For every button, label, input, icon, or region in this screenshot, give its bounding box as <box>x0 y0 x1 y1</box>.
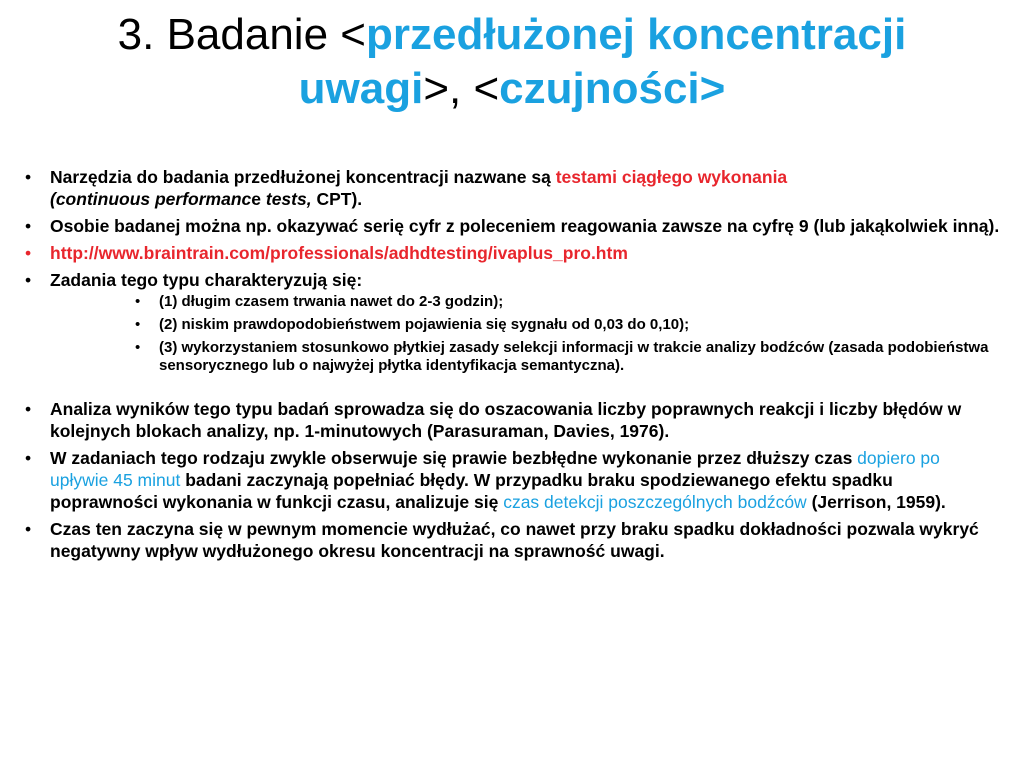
bullet-dot-icon: • <box>25 270 32 290</box>
sub-bullet-selection <box>135 339 1002 375</box>
bullet-dot-icon: • <box>25 399 32 419</box>
bullet-dot-icon: • <box>25 243 32 263</box>
bullet-text: W zadaniach tego rodzaju zwykle obserwuje się prawie bezbłędne wykonanie przez dłuższy czas <box>50 448 858 468</box>
bullet-analysis <box>22 398 1002 442</box>
braintrain-link[interactable]: http://www.braintrain.com/professionals/adhdtesting/ivaplus_pro.htm <box>50 243 628 263</box>
title-prefix: 3. Badanie < <box>117 10 366 59</box>
highlight-detection-time: czas detekcji poszczególnych bodźców <box>503 492 807 512</box>
bullet-text: Zadania tego typu charakteryzują się: <box>50 270 363 290</box>
bullet-text: Analiza wyników tego typu badań sprowadza się do oszacowania liczby poprawnych reakcji i liczby błędów w kolejnych blokach analizy, np. 1-minutowych (Parasuraman, Davies, 1976). <box>50 399 962 441</box>
title-highlight-sustained-attention: przedłużonej koncentracji uwagi <box>298 10 907 113</box>
bullet-list <box>22 166 1002 567</box>
sub-bullet-text: (1) długim czasem trwania nawet do 2-3 godzin); <box>159 293 504 310</box>
highlight-45-minutes: dopiero po upływie 45 minut <box>50 448 940 490</box>
sub-bullet-duration <box>135 293 1002 311</box>
bullet-link <box>22 242 1002 264</box>
term-continuous-performance: (continuous performanc <box>50 189 252 209</box>
slide-title <box>40 8 984 116</box>
title-highlight-vigilance: czujności <box>499 64 700 113</box>
bullet-citation: (Jerrison, 1959). <box>806 492 946 512</box>
bullet-dot-icon: • <box>25 448 32 468</box>
bullet-text: Czas ten zaczyna się w pewnym momencie wydłużać, co nawet przy braku spadku dokładności pozwala wykryć negatywny wpływ wydłużonego okresu koncentracji na sprawność uwagi. <box>50 519 979 561</box>
sub-bullet-text: (2) niskim prawdopodobieństwem pojawienia się sygnału od 0,03 do 0,10); <box>159 316 690 333</box>
bullet-dot-icon: • <box>25 216 32 236</box>
term-cpt: CPT). <box>311 189 363 209</box>
bullet-task-characteristics <box>22 269 1002 375</box>
bullet-performance-decline <box>22 447 1002 513</box>
sub-bullet-dot-icon: • <box>135 339 141 356</box>
highlight-continuous-testing: testami ciągłego wykonania <box>555 167 788 187</box>
bullet-cpt-tools <box>22 166 1002 210</box>
sub-bullet-probability <box>135 316 1002 334</box>
bullet-text: Narzędzia do badania przedłużonej koncentracji nazwane są <box>50 167 556 187</box>
bullet-dot-icon: • <box>25 167 32 187</box>
sub-bullet-dot-icon: • <box>135 316 141 333</box>
bullet-text: Osobie badanej można np. okazywać serię cyfr z poleceniem reagowania zawsze na cyfrę 9 (lub jakąkolwiek inną). <box>50 216 1000 236</box>
bullet-reaction-time <box>22 518 1002 562</box>
bullet-text-continued: badani zaczynają popełniać błędy. W przypadku braku spodziewanego efektu spadku poprawności wykonania w funkcji czasu, analizuje się <box>50 470 893 512</box>
term-tests: tests, <box>261 189 312 209</box>
sub-bullet-dot-icon: • <box>135 293 141 310</box>
bullet-dot-icon: • <box>25 519 32 539</box>
term-letter: e <box>251 189 261 209</box>
spacer <box>22 380 1002 398</box>
title-suffix: > <box>699 64 726 113</box>
title-separator: >, < <box>423 64 500 113</box>
sub-bullet-text: (3) wykorzystaniem stosunkowo płytkiej zasady selekcji informacji w trakcie analizy bodźców (zasada podobieństwa sensorycznego lub o najwyżej płytka identyfikacja semantyczna). <box>159 339 989 374</box>
sub-bullet-list <box>50 293 1002 375</box>
bullet-digit-example <box>22 215 1002 237</box>
